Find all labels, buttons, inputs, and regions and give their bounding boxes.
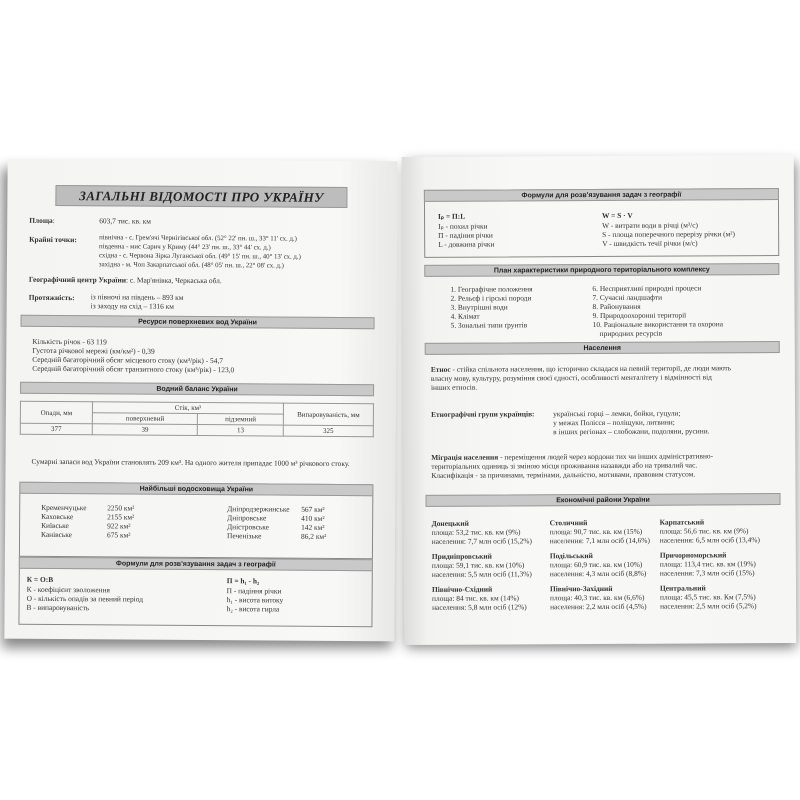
plan-right-list	[402, 155, 794, 157]
formula-p-line-1: П - падіння річки	[226, 586, 282, 596]
td-evap: 325	[283, 425, 373, 437]
reservoir-area: 675 км²	[107, 530, 131, 540]
region-area: площа: 113,4 тис. кв. км (19%)	[659, 559, 756, 569]
reservoir-area: 410 км²	[301, 513, 325, 523]
formula-ip-head: Іₚ = П:L	[438, 211, 466, 221]
formula-ip-line-2: П - падіння річки	[438, 230, 493, 240]
region-area: площа: 53,2 тис. кв. км (9%)	[431, 527, 521, 537]
water-line-1: Кількість річок - 63 119	[32, 336, 107, 347]
th-surface: поверхневий	[92, 413, 197, 425]
population-title: Населення	[425, 341, 780, 355]
ethno-group-2: у межах Полісся – поліщуки, литвини;	[553, 417, 675, 428]
plan-item: 1. Географічне положення	[450, 284, 533, 294]
reservoir-area: 142 км²	[301, 522, 325, 532]
formula-ip-line-3: L - довжина річки	[438, 239, 495, 249]
region-name: Північно-Західний	[549, 583, 613, 594]
td-opady: 377	[20, 423, 92, 435]
ethno-group-1: українські горці – лемки, бойки, гуцули;	[553, 408, 681, 419]
ethno-groups-label: Етнографічні групи українців:	[431, 409, 535, 419]
extreme-label: Крайні точки:	[29, 234, 77, 245]
plan-item: 5. Зональні типи ґрунтів	[450, 320, 528, 330]
formula-k-line-1: К - коефіцієнт зволоження	[26, 584, 110, 595]
reservoir-area: 86,2 км²	[301, 531, 327, 541]
region-name: Причорноморський	[659, 550, 727, 560]
econ-regions-grid	[402, 155, 794, 157]
reservoir-name: Печенізьке	[227, 531, 262, 541]
region-name: Північно-Східний	[431, 584, 493, 594]
length-ns: із півночі на південь – 893 км	[90, 292, 184, 302]
plan-item: 8. Районування	[592, 301, 641, 312]
plan-item: природних ресурсів	[599, 328, 663, 338]
plan-item: 2. Рельєф і гірські породи	[450, 293, 532, 303]
formula-p-line-3: h₂ - висота гирла	[226, 604, 280, 614]
water-line-2: Густота річкової мережі (км/км²) - 0,39	[32, 345, 155, 356]
ethno-group-3: в інших регіонах – слобожани, подоляни, русини.	[553, 426, 710, 437]
migration-line-3: Класифікація - за причинами, термінами, дальністю, мотивами, правовим статусом.	[431, 469, 696, 480]
region-area: площа: 84 тис. кв. км (14%)	[432, 593, 520, 603]
plan-item: 3. Внутрішні води	[450, 302, 508, 312]
area-value: 603,7 тис. кв. км	[99, 216, 151, 226]
region-name: Подільський	[549, 551, 593, 561]
td-under: 13	[198, 424, 284, 436]
extreme-east: східна - с. Червона Зірка Луганської обл. (49° 15' пн. ш., 40° 13' сх. д.)	[98, 252, 301, 261]
right-page	[402, 155, 797, 645]
region-name: Столичний	[549, 518, 588, 528]
reservoirs-right-list	[8, 159, 398, 162]
plan-left-list	[402, 155, 794, 157]
reservoir-name: Дніпродзержинське	[227, 504, 290, 514]
left-page	[4, 159, 397, 642]
ethnos-line-3: інших етносів.	[430, 382, 478, 392]
formula-p-line-2: h₁ - висота витоку	[226, 595, 284, 605]
center-value: с. Мар'янівка, Черкаська обл.	[129, 275, 222, 286]
region-area: площа: 56,6 тис. кв. км (9%)	[659, 526, 749, 536]
formula-ip-line-1: Іₚ - похил річки	[438, 221, 488, 231]
plan-item: 9. Природоохоронні території	[592, 310, 687, 321]
region-area: площа: 90,7 тис. кв. км (15%)	[549, 526, 643, 537]
formulas-title-right: Формули для розв'язування задач з географії	[424, 188, 779, 202]
area-label: Площа	[29, 215, 53, 225]
formula-w-line-3: V - швидкість течії річки (м/с)	[602, 238, 698, 248]
region-population: населення: 6,5 млн осіб (13,4%)	[659, 535, 760, 545]
formulas-title-left: Формули для розв'язування задач з географії	[19, 557, 373, 571]
region-name: Центральний	[659, 583, 706, 593]
th-evap: Випаровуваність, мм	[283, 403, 373, 426]
water-balance-table	[20, 401, 374, 437]
reservoir-name: Кременчуцьке	[41, 502, 87, 513]
region-population: населення: 5,8 млн осіб (12%)	[432, 602, 527, 612]
region-population: населення: 7,3 млн осіб (15%)	[659, 568, 755, 578]
reservoirs-title: Найбільші водосховища України	[19, 482, 373, 496]
region-area: площа: 60,9 тис. кв. км (10%)	[549, 559, 643, 570]
plan-item: 10. Раціональне використання та охорона	[592, 319, 724, 330]
region-population: населення: 2,5 млн осіб (5,2%)	[660, 601, 757, 611]
plan-item: 6. Несприятливі природні процеси	[592, 283, 702, 294]
plan-item: 4. Клімат	[450, 311, 480, 321]
region-area: площа: 59,1 тис. кв. км (10%)	[431, 560, 525, 570]
formula-k-head: К = О:В	[26, 574, 54, 584]
formula-k-line-2: О - кількість опадів за певний період	[26, 593, 144, 604]
region-name: Донецький	[431, 518, 469, 528]
ethnos-line-1: Етнос - стійка спільнота населення, що історично складася на певній території, де люди мають	[430, 363, 732, 374]
reservoir-area: 922 км²	[107, 521, 131, 531]
th-opady: Опади, мм	[20, 401, 92, 424]
extreme-west: західна - м. Чоп Закарпатської обл. (48° 05' пн. ш., 22° 08' сх. д.)	[98, 261, 284, 270]
formula-w-line-2: S - площа поперечного перерізу річки (м²)	[602, 229, 735, 239]
formula-p-head: П = h₁ - h₂	[226, 576, 260, 586]
ethnos-line-2: власну мову, культуру, розуміння своєї єдності, особливості менталітету і відмінності від	[430, 372, 712, 383]
reservoir-name: Каховське	[41, 511, 74, 522]
econ-regions-title: Економічні райони України	[425, 493, 780, 507]
td-surface: 39	[92, 424, 197, 436]
region-name: Карпатський	[659, 517, 705, 527]
region-population: населення: 4,3 млн осіб (8,8%)	[549, 568, 647, 579]
region-area: площа: 40,3 тис. кв. км (6,6%)	[550, 592, 645, 603]
reservoir-name: Дніпровське	[227, 513, 267, 523]
reservoir-area: 567 км²	[301, 504, 325, 514]
center-label: Географічний центр України	[28, 274, 127, 285]
formula-w-line-1: W - витрати води в річці (м³/с)	[602, 220, 698, 230]
page-title: ЗАГАЛЬНІ ВІДОМОСТІ ПРО УКРАЇНУ	[55, 185, 347, 208]
migration-line-1: Міграція населення - переміщення людей через кордони тих чи інших адміністративно-	[431, 451, 714, 462]
water-resources-title: Ресурси поверхневих вод України	[21, 315, 375, 329]
reservoir-name: Дністровське	[227, 522, 269, 532]
length-we: із заходу на схід – 1316 км	[90, 301, 174, 311]
ethnos-label: Етнос	[430, 364, 451, 374]
reservoir-area: 2155 км²	[107, 512, 135, 522]
reservoir-name: Київське	[41, 520, 69, 531]
center-row: Географічний центр України: с. Мар'янівка, Черкаська обл.	[28, 274, 222, 286]
th-stik: Стік, км³	[92, 402, 283, 414]
water-balance-title: Водний баланс України	[20, 382, 374, 396]
formula-w-head: W = S · V	[602, 210, 633, 220]
length-label: Протяжність:	[28, 292, 75, 303]
extreme-north: північна - с. Грем'ячі Чернігівської обл. (52° 22' пн. ш., 33° 11' сх. д.)	[99, 234, 297, 243]
region-population: населення: 2,2 млн осіб (4,5%)	[550, 601, 647, 612]
region-population: населення: 7,1 млн осіб (14,6%)	[549, 535, 650, 546]
region-area: площа: 45,5 тис. кв. Км (7,5%)	[660, 592, 756, 602]
region-population: населення: 5,5 млн осіб (11,3%)	[431, 569, 532, 579]
water-line-3: Середній багаторічний обсяг місцевого стоку (км³/рік) - 54,7	[32, 354, 224, 366]
region-name: Придніпровський	[431, 551, 492, 561]
area-row: Площа:	[29, 215, 55, 225]
extreme-south: південна - мис Сарич у Криму (44° 23' пн. ш., 33° 44' сх. д.)	[99, 243, 271, 252]
reservoir-area: 2250 км²	[107, 503, 135, 513]
region-population: населення: 7,7 млн осіб (15,2%)	[431, 536, 532, 546]
reservoir-name: Канівське	[41, 529, 72, 540]
plan-item: 7. Сучасні ландшафти	[592, 292, 663, 303]
migration-label: Міграція населення	[431, 452, 499, 462]
migration-line-2: територіальних одиниць зі зміною місця проживання назавжди або на тривалий час.	[431, 460, 698, 471]
reserves-text: Сумарні запаси вод України становлять 209 км³. На одного жителя припадає 1000 м³ річкового стоку.	[31, 456, 350, 469]
water-line-4: Середній багаторічний обсяг транзитного стоку (км³/рік) - 123,0	[32, 363, 235, 375]
reservoirs-left-list	[8, 159, 398, 162]
plan-title: План характеристики природного територіального комплексу	[424, 263, 779, 277]
th-under: підземний	[198, 413, 284, 425]
formula-k-line-3: В - випаровуваність	[26, 602, 90, 613]
